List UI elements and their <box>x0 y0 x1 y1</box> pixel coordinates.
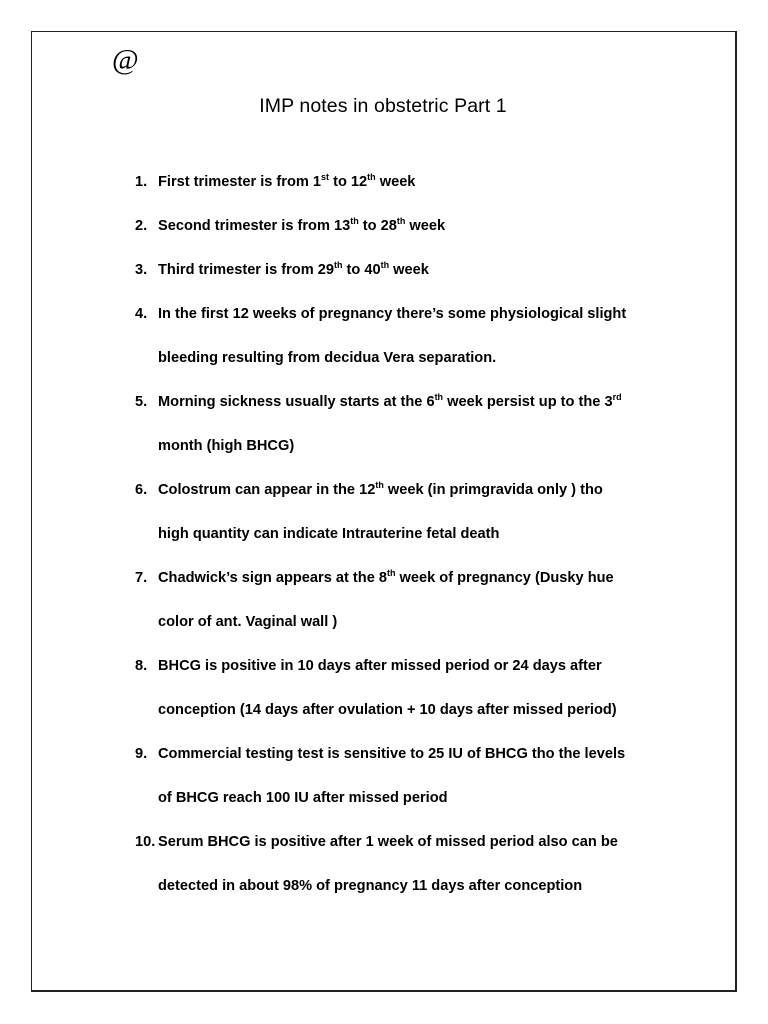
note-number: 10. <box>135 834 156 850</box>
note-text: Third trimester is from 29 <box>158 262 334 278</box>
note-line <box>158 831 695 853</box>
document-title <box>0 95 768 118</box>
note-line <box>158 171 695 193</box>
ordinal-suffix: th <box>334 260 343 270</box>
note-text: color of ant. Vaginal wall ) <box>158 614 338 630</box>
note-line <box>158 259 695 281</box>
note-text: week <box>375 174 416 190</box>
note-text: Commercial testing test is sensitive to 25 IU of BHCG tho the levels <box>158 746 626 762</box>
note-text: Morning sickness usually starts at the 6 <box>158 394 435 410</box>
note-text: BHCG is positive in 10 days after missed period or 24 days after <box>158 658 602 674</box>
ordinal-suffix: th <box>375 480 384 490</box>
note-text: of BHCG reach 100 IU after missed period <box>158 790 448 806</box>
note-number: 2. <box>135 218 148 234</box>
note-number: 9. <box>135 746 148 762</box>
note-text: to 40 <box>342 262 381 278</box>
ordinal-suffix: th <box>434 392 444 402</box>
note-number: 7. <box>135 570 148 586</box>
note-line <box>158 875 695 897</box>
note-number: 5. <box>135 394 148 410</box>
note-text: month (high BHCG) <box>158 438 295 454</box>
note-text: Colostrum can appear in the 12 <box>158 482 376 498</box>
note-number: 4. <box>135 306 148 322</box>
note-line <box>158 215 695 237</box>
ordinal-suffix: th <box>367 172 376 182</box>
note-text: bleeding resulting from decidua Vera separation. <box>158 350 497 366</box>
note-item <box>135 215 695 237</box>
note-line <box>158 743 695 765</box>
ordinal-suffix: th <box>350 216 359 226</box>
note-text: week <box>389 262 429 278</box>
note-item <box>135 391 695 457</box>
ordinal-suffix: st <box>321 172 330 182</box>
document-title-text: IMP notes in obstetric Part 1 <box>259 95 507 117</box>
note-text: week <box>405 218 446 234</box>
at-symbol-mark: @ <box>112 44 139 76</box>
note-line <box>158 611 695 633</box>
note-item <box>135 655 695 721</box>
note-number: 8. <box>135 658 148 674</box>
note-text: In the first 12 weeks of pregnancy there’s some physiological slight <box>158 306 627 322</box>
ordinal-suffix: th <box>380 260 390 270</box>
note-text: First trimester is from 1 <box>158 174 322 190</box>
note-text: Serum BHCG is positive after 1 week of missed period also can be <box>158 834 618 850</box>
note-text: Second trimester is from 13 <box>158 218 351 234</box>
note-text: week persist up to the 3 <box>443 394 613 410</box>
note-line <box>158 699 695 721</box>
note-item <box>135 479 695 545</box>
note-item <box>135 567 695 633</box>
note-number: 1. <box>135 174 148 190</box>
note-line <box>158 303 695 325</box>
note-item <box>135 171 695 193</box>
note-text: high quantity can indicate Intrauterine fetal death <box>158 526 500 542</box>
note-line <box>158 655 695 677</box>
note-item <box>135 743 695 809</box>
ordinal-suffix: rd <box>612 392 622 402</box>
notes-list <box>135 171 695 919</box>
note-line <box>158 391 695 413</box>
note-text: week (in primgravida only ) tho <box>383 482 603 498</box>
note-number: 6. <box>135 482 148 498</box>
note-line <box>158 347 695 369</box>
note-text: to 12 <box>329 174 368 190</box>
note-text: week of pregnancy (Dusky hue <box>395 570 614 586</box>
note-text: conception (14 days after ovulation + 10 days after missed period) <box>158 702 617 718</box>
ordinal-suffix: th <box>386 568 396 578</box>
note-line <box>158 479 695 501</box>
note-item <box>135 831 695 897</box>
ordinal-suffix: th <box>396 216 406 226</box>
note-line <box>158 787 695 809</box>
note-line <box>158 523 695 545</box>
note-line <box>158 435 695 457</box>
note-text: detected in about 98% of pregnancy 11 days after conception <box>158 878 583 894</box>
note-number: 3. <box>135 262 148 278</box>
note-text: to 28 <box>358 218 397 234</box>
note-item <box>135 259 695 281</box>
note-item <box>135 303 695 369</box>
note-line <box>158 567 695 589</box>
note-text: Chadwick’s sign appears at the 8 <box>158 570 387 586</box>
